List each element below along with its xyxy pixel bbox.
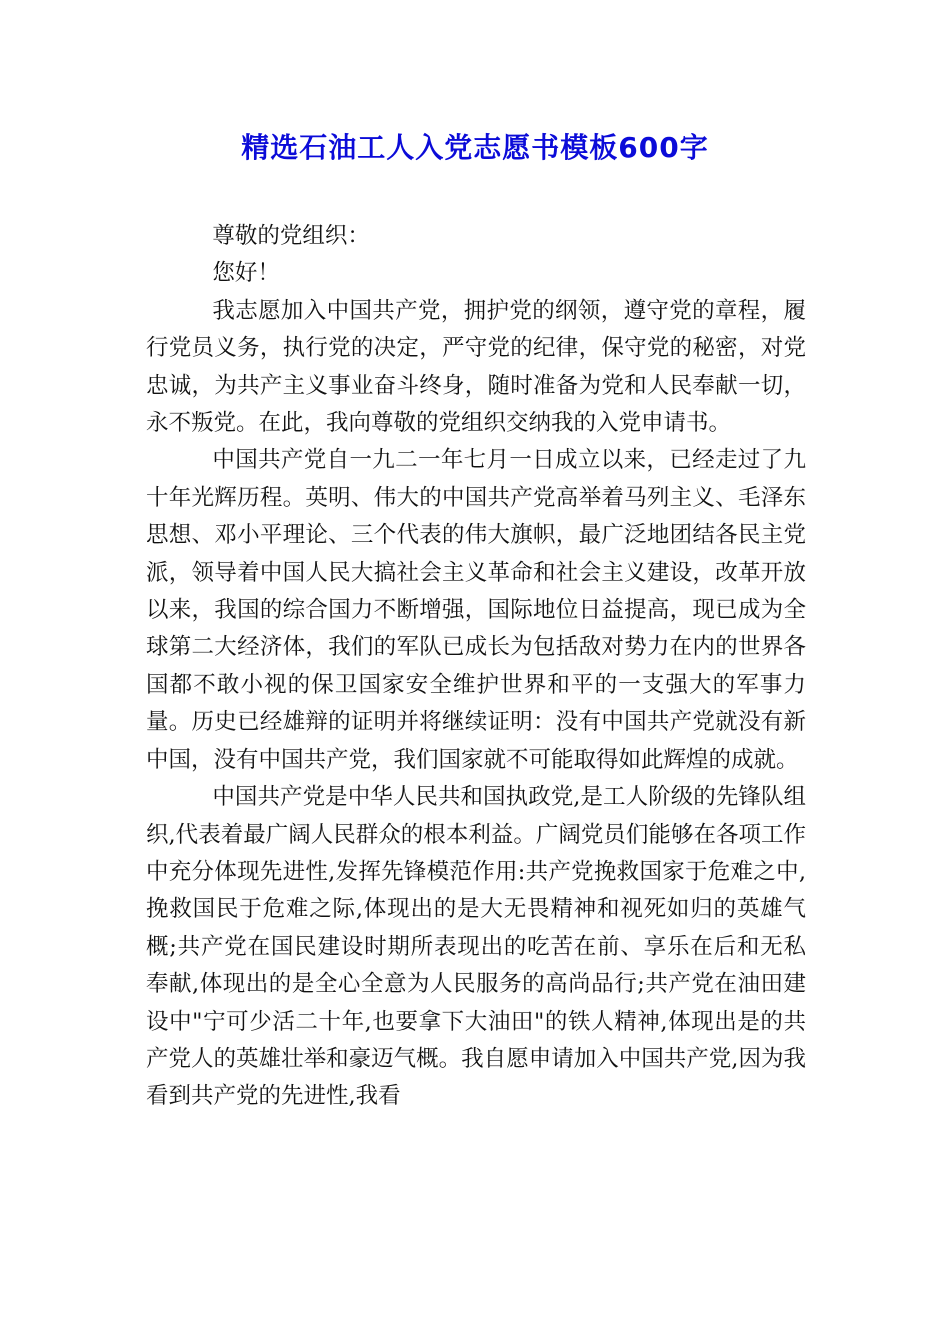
document-body <box>146 218 806 1116</box>
document-title: 精选石油工人入党志愿书模板600字 <box>241 131 709 164</box>
paragraph-pledge: 我志愿加入中国共产党，拥护党的纲领，遵守党的章程，履行党员义务，执行党的决定，严守党的纪律，保守党的秘密，对党忠诚，为共产主义事业奋斗终身，随时准备为党和人民奉献一切，永不叛党。在此，我向尊敬的党组织交纳我的入党申请书。 <box>146 297 806 437</box>
paragraph-history: 中国共产党自一九二一年七月一日成立以来，已经走过了九十年光辉历程。英明、伟大的中国共产党高举着马列主义、毛泽东思想、邓小平理论、三个代表的伟大旗帜，最广泛地团结各民主党派，领导着中国人民大搞社会主义革命和社会主义建设，改革开放以来，我国的综合国力不断增强，国际地位日益提高，现已成为全球第二大经济体，我们的军队已成长为包括敌对势力在内的世界各国都不敢小视的保卫国家安全维护世界和平的一支强大的军事力量。历史已经雄辩的证明并将继续证明：没有中国共产党就没有新中国，没有中国共产党，我们国家就不可能取得如此辉煌的成就。 <box>146 447 806 773</box>
salutation: 尊敬的党组织： <box>212 223 370 249</box>
paragraph-party-role: 中国共产党是中华人民共和国执政党,是工人阶级的先锋队组织,代表着最广阔人民群众的根本利益。广阔党员们能够在各项工作中充分体现先进性,发挥先锋模范作用:共产党挽救国家于危难之中,挽救国民于危难之际,体现出的是大无畏精神和视死如归的英雄气概;共产党在国民建设时期所表现出的吃苦在前、享乐在后和无私奉献,体现出的是全心全意为人民服务的高尚品行;共产党在油田建设中"宁可少活二十年,也要拿下大油田"的铁人精神,体现出是的共产党人的英雄壮举和豪迈气概。我自愿申请加入中国共产党,因为我看到共产党的先进性,我看 <box>146 784 806 1110</box>
greeting: 您好！ <box>212 260 280 287</box>
